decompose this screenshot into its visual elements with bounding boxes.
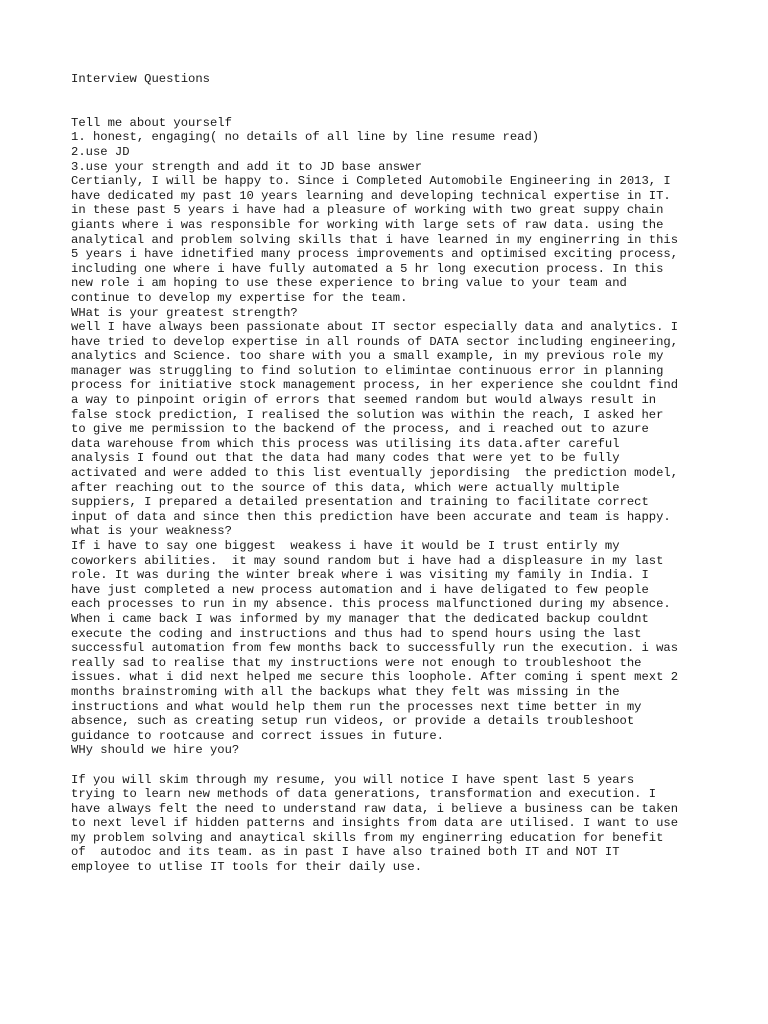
answer-line: have always felt the need to understand raw data, i believe a business can be taken [71,801,679,816]
document-title: Interview Questions [71,72,210,86]
spacer [71,101,711,116]
q3-answer [71,539,711,743]
q4-answer [71,773,711,875]
answer-line: a way to pinpoint origin of errors that seemed random but would always result in [71,393,657,408]
answer-line: absence, such as creating setup run videos, or provide a details troubleshoot [71,714,635,729]
answer-line: successful automation from few months back to successfully run the execution. i was [71,641,679,656]
answer-line: manager was struggling to find solution to elimintae continuous error in planning [71,363,664,378]
answer-line: months brainstroming with all the backups what they felt was missing in the [71,684,620,699]
answer-line: really sad to realise that my instructions were not enough to troubleshoot the [71,655,642,670]
answer-line: well I have always been passionate about IT sector especially data and analytics. I [71,320,679,335]
answer-line: after reaching out to the source of this data, which were actually multiple [71,480,620,495]
q1-answer [71,174,711,305]
answer-line: giants where i was responsible for working with large sets of raw data. using the [71,217,664,232]
answer-line: data warehouse from which this process was utilising its data.after careful [71,436,620,451]
answer-line: input of data and since then this prediction have been accurate and team is happy. [71,509,671,524]
document-body [71,72,711,875]
answer-line: If i have to say one biggest weakess i have it would be I trust entirly my [71,539,620,553]
answer-line: role. It was during the winter break where i was visiting my family in India. I [71,568,649,583]
spacer [71,758,711,773]
answer-line: have dedicated my past 10 years learning and developing technical expertise in IT. [71,188,671,203]
answer-line: instructions and what would help them run the processes next time better in my [71,699,642,714]
answer-line: coworkers abilities. it may sound random but i have had a displeasure in my last [71,553,664,568]
answer-line: have tried to develop expertise in all rounds of DATA sector including engineering, [71,334,679,349]
answer-line: trying to learn new methods of data generations, transformation and execution. I [71,787,657,802]
answer-line: of autodoc and its team. as in past I have also trained both IT and NOT IT [71,845,620,860]
answer-line: issues. what i did next helped me secure this loophole. After coming i spent mext 2 [71,670,679,685]
answer-line: have just completed a new process automation and i have deligated to few people [71,582,649,597]
answer-line: guidance to rootcause and correct issues in future. [71,728,444,743]
answer-line: suppiers, I prepared a detailed presentation and training to facilitate correct [71,495,649,510]
answer-line: If you will skim through my resume, you will notice I have spent last 5 years [71,772,635,787]
note-line: 2.use JD [71,144,130,159]
question-heading: WHy should we hire you? [71,743,240,758]
q2-answer [71,320,711,524]
answer-line: new role i am hoping to use these experience to bring value to your team and [71,276,627,291]
answer-line: each processes to run in my absence. this process malfunctioned during my absence. [71,597,671,612]
answer-line: to next level if hidden patterns and insights from data are utilised. I want to use [71,816,679,831]
note-line: 1. honest, engaging( no details of all line by line resume read) [71,130,540,145]
answer-line: including one where i have fully automated a 5 hr long execution process. In this [71,261,664,276]
answer-line: process for initiative stock management process, in her experience she couldnt find [71,378,679,393]
answer-line: to give me permission to the backend of the process, and i reached out to azure [71,422,649,437]
answer-line: in these past 5 years i have had a pleasure of working with two great suppy chain [71,203,664,218]
answer-line: analysis I found out that the data had many codes that were yet to be fully [71,451,620,466]
answer-line: When i came back I was informed by my manager that the dedicated backup couldnt [71,611,649,626]
answer-line: analytics and Science. too share with you a small example, in my previous role my [71,349,664,364]
question-heading: Tell me about yourself [71,115,232,130]
q1-notes [71,130,711,174]
question-heading: WHat is your greatest strength? [71,305,298,320]
answer-line: analytical and problem solving skills that i have learned in my enginerring in this [71,232,679,247]
note-line: 3.use your strength and add it to JD base answer [71,159,423,174]
question-heading: what is your weakness? [71,524,232,539]
answer-line: my problem solving and anaytical skills from my enginerring education for benefit [71,830,664,845]
answer-line: Certianly, I will be happy to. Since i Completed Automobile Engineering in 2013, I [71,174,671,189]
answer-line: execute the coding and instructions and thus had to spend hours using the last [71,626,642,641]
answer-line: false stock prediction, I realised the solution was within the reach, I asked her [71,407,664,422]
answer-line: 5 years i have idnetified many process improvements and optimised exciting process, [71,247,679,262]
spacer [71,87,711,102]
answer-line: activated and were added to this list eventually jepordising the prediction model, [71,466,679,481]
answer-line: continue to develop my expertise for the team. [71,290,408,305]
answer-line: employee to utlise IT tools for their daily use. [71,860,423,875]
